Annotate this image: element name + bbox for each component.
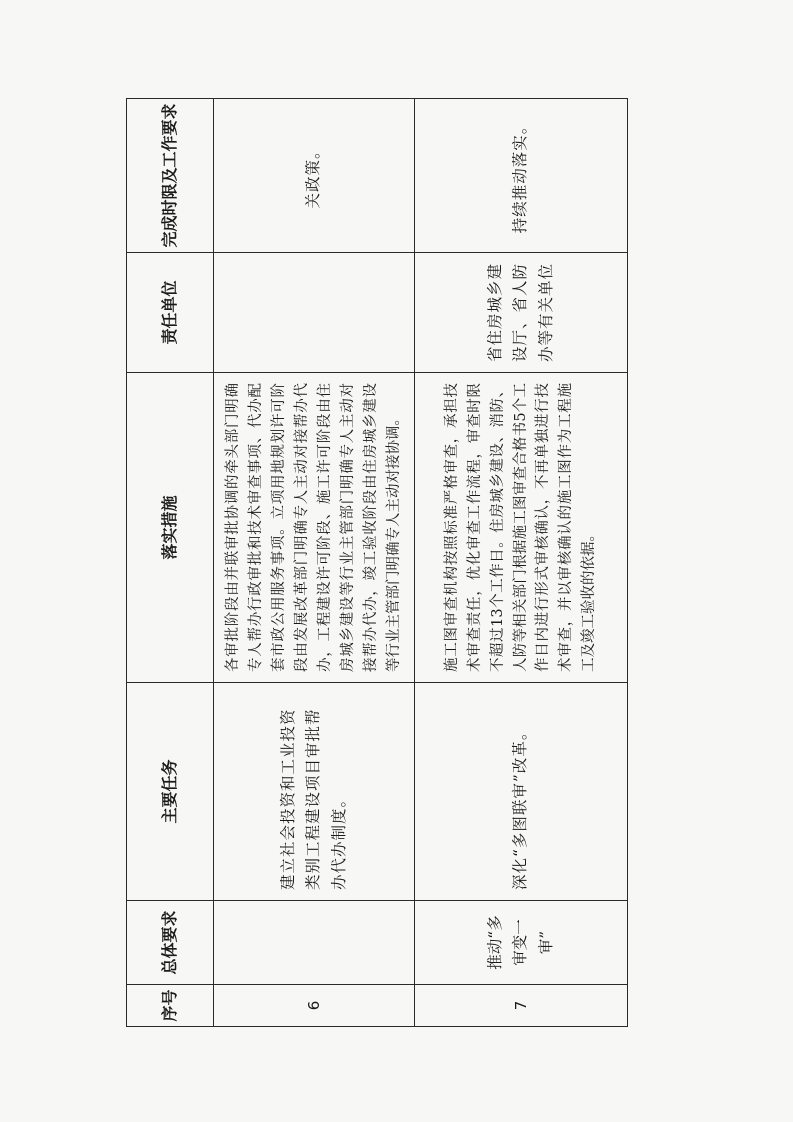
row-deadline: 持续推动落实。 (415, 99, 628, 253)
row-unit: 省住房城乡建设厅、省人防办等有关单位 (415, 253, 628, 373)
row-overall: 推动“多审变一审” (415, 901, 628, 985)
row-measures: 施工图审查机构按照标准严格审查，承担技术审查责任，优化审查工作流程，审查时限不超过13个工作日。住房城乡建设、消防、人防等相关部门根据施工图审查合格书5个工作日内进行形式审核确认，不再单独进行技术审查，并以审核确认的施工图作为工程施工及竣工验收的依据。 (415, 373, 628, 683)
rotated-table-wrapper (126, 99, 606, 1027)
row-task: 建立社会投资和工业投资类别工程建设项目审批帮办代办制度。 (214, 683, 415, 901)
row-task: 深化“多图联审”改革。 (415, 683, 628, 901)
row-measures: 各审批阶段由并联审批协调的牵头部门明确专人帮办行政审批和技术审查事项、代办配套市政公用服务事项。立项用地规划许可阶段由发展改革部门明确专人主动对接帮办代办，工程建设许可阶段、施工许可阶段由住房城乡建设等行业主管部门明确专人主动对接帮办代办，竣工验收阶段由住房城乡建设等行业主管部门明确专人主动对接协调。 (214, 373, 415, 683)
header-seq: 序号 (127, 985, 214, 1027)
row-deadline: 关政策。 (214, 99, 415, 253)
header-main-task: 主要任务 (127, 683, 214, 901)
header-deadline: 完成时限及工作要求 (127, 99, 214, 253)
header-overall-requirement: 总体要求 (127, 901, 214, 985)
row-overall (214, 901, 415, 985)
task-table (126, 98, 628, 1027)
row-unit (214, 253, 415, 373)
row-seq: 7 (415, 985, 628, 1027)
table-row (415, 99, 628, 1027)
table-row (214, 99, 415, 1027)
row-seq: 6 (214, 985, 415, 1027)
header-row (127, 99, 214, 1027)
header-measures: 落实措施 (127, 373, 214, 683)
header-responsible-unit: 责任单位 (127, 253, 214, 373)
